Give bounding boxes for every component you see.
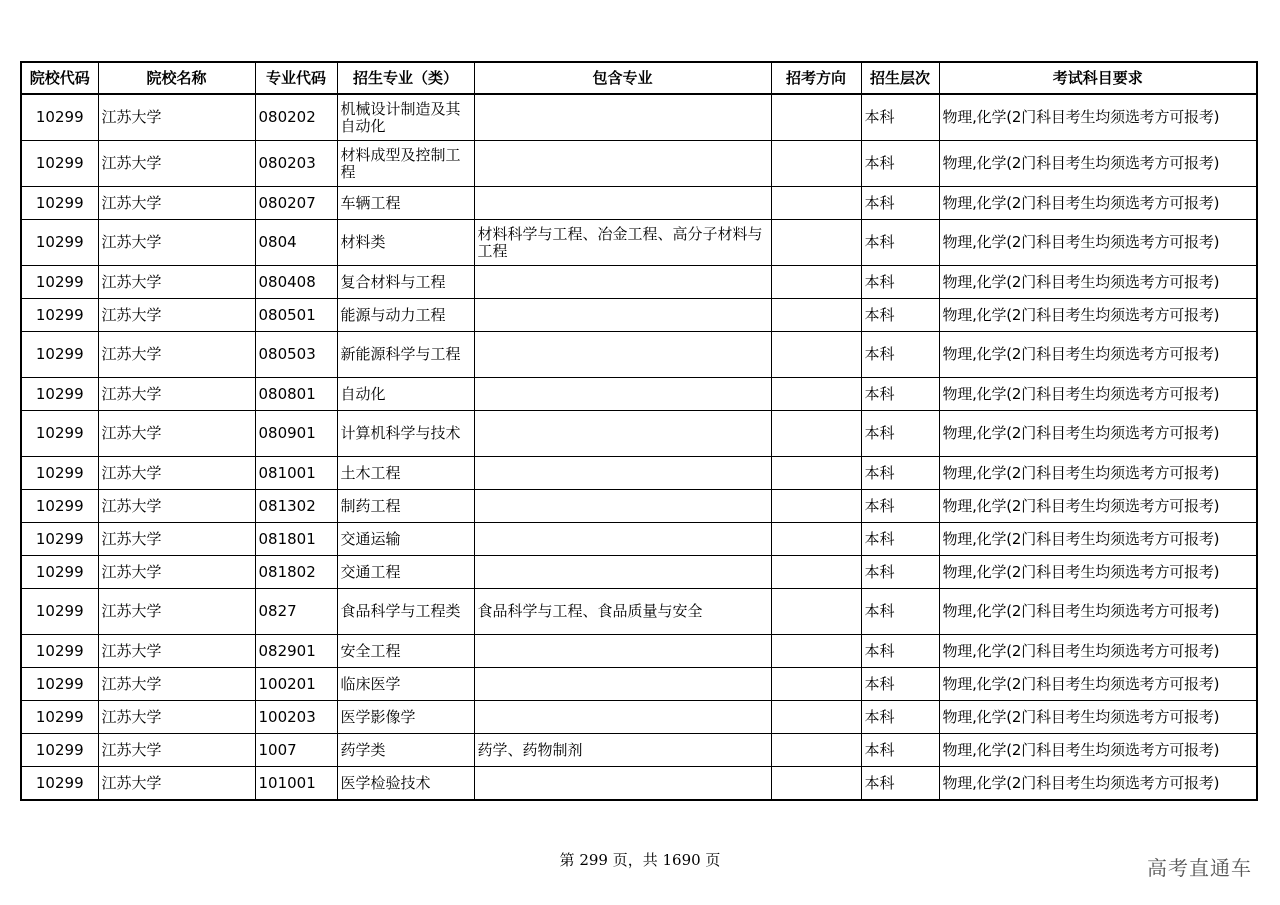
cell-school-code: 10299 bbox=[21, 635, 98, 668]
cell-major-code: 080503 bbox=[255, 332, 337, 378]
cell-school-name: 江苏大学 bbox=[98, 457, 255, 490]
cell-level: 本科 bbox=[861, 523, 939, 556]
cell-major: 临床医学 bbox=[337, 668, 474, 701]
cell-major-code: 080207 bbox=[255, 187, 337, 220]
table-row bbox=[21, 701, 1257, 734]
cell-subject-requirement: 物理,化学(2门科目考生均须选考方可报考) bbox=[939, 523, 1257, 556]
cell-direction bbox=[771, 187, 861, 220]
cell-school-code: 10299 bbox=[21, 94, 98, 141]
cell-major-code: 081802 bbox=[255, 556, 337, 589]
cell-included-majors: 药学、药物制剂 bbox=[474, 734, 771, 767]
cell-subject-requirement: 物理,化学(2门科目考生均须选考方可报考) bbox=[939, 332, 1257, 378]
cell-school-code: 10299 bbox=[21, 220, 98, 266]
cell-direction bbox=[771, 457, 861, 490]
cell-major: 安全工程 bbox=[337, 635, 474, 668]
cell-school-name: 江苏大学 bbox=[98, 767, 255, 801]
cell-level: 本科 bbox=[861, 378, 939, 411]
table-row bbox=[21, 141, 1257, 187]
cell-direction bbox=[771, 701, 861, 734]
cell-school-name: 江苏大学 bbox=[98, 701, 255, 734]
cell-school-code: 10299 bbox=[21, 141, 98, 187]
table-row bbox=[21, 266, 1257, 299]
cell-school-name: 江苏大学 bbox=[98, 220, 255, 266]
cell-school-code: 10299 bbox=[21, 457, 98, 490]
cell-included-majors bbox=[474, 378, 771, 411]
cell-major: 交通运输 bbox=[337, 523, 474, 556]
cell-level: 本科 bbox=[861, 556, 939, 589]
cell-subject-requirement: 物理,化学(2门科目考生均须选考方可报考) bbox=[939, 490, 1257, 523]
cell-school-code: 10299 bbox=[21, 411, 98, 457]
cell-subject-requirement: 物理,化学(2门科目考生均须选考方可报考) bbox=[939, 457, 1257, 490]
cell-included-majors bbox=[474, 266, 771, 299]
header-level: 招生层次 bbox=[861, 62, 939, 94]
table-row bbox=[21, 589, 1257, 635]
cell-direction bbox=[771, 378, 861, 411]
cell-level: 本科 bbox=[861, 589, 939, 635]
cell-level: 本科 bbox=[861, 668, 939, 701]
cell-included-majors bbox=[474, 332, 771, 378]
table-row bbox=[21, 187, 1257, 220]
table-row bbox=[21, 94, 1257, 141]
cell-major: 医学检验技术 bbox=[337, 767, 474, 801]
cell-school-name: 江苏大学 bbox=[98, 668, 255, 701]
cell-major: 新能源科学与工程 bbox=[337, 332, 474, 378]
watermark: 高考直通车 bbox=[1147, 856, 1252, 880]
cell-school-name: 江苏大学 bbox=[98, 523, 255, 556]
cell-school-code: 10299 bbox=[21, 299, 98, 332]
cell-included-majors bbox=[474, 668, 771, 701]
cell-level: 本科 bbox=[861, 187, 939, 220]
page-footer: 第 299 页，共 1690 页 bbox=[559, 851, 721, 869]
cell-major: 计算机科学与技术 bbox=[337, 411, 474, 457]
header-direction: 招考方向 bbox=[771, 62, 861, 94]
cell-subject-requirement: 物理,化学(2门科目考生均须选考方可报考) bbox=[939, 299, 1257, 332]
cell-subject-requirement: 物理,化学(2门科目考生均须选考方可报考) bbox=[939, 556, 1257, 589]
cell-subject-requirement: 物理,化学(2门科目考生均须选考方可报考) bbox=[939, 141, 1257, 187]
cell-direction bbox=[771, 589, 861, 635]
cell-school-name: 江苏大学 bbox=[98, 734, 255, 767]
header-subject-requirement: 考试科目要求 bbox=[939, 62, 1257, 94]
cell-school-name: 江苏大学 bbox=[98, 332, 255, 378]
cell-level: 本科 bbox=[861, 635, 939, 668]
cell-level: 本科 bbox=[861, 220, 939, 266]
cell-major: 复合材料与工程 bbox=[337, 266, 474, 299]
table-row bbox=[21, 332, 1257, 378]
cell-major: 材料成型及控制工程 bbox=[337, 141, 474, 187]
cell-school-code: 10299 bbox=[21, 556, 98, 589]
cell-direction bbox=[771, 266, 861, 299]
cell-included-majors bbox=[474, 556, 771, 589]
cell-major-code: 080202 bbox=[255, 94, 337, 141]
cell-subject-requirement: 物理,化学(2门科目考生均须选考方可报考) bbox=[939, 635, 1257, 668]
cell-level: 本科 bbox=[861, 299, 939, 332]
cell-school-code: 10299 bbox=[21, 187, 98, 220]
cell-level: 本科 bbox=[861, 701, 939, 734]
cell-major-code: 080501 bbox=[255, 299, 337, 332]
cell-level: 本科 bbox=[861, 266, 939, 299]
cell-school-code: 10299 bbox=[21, 378, 98, 411]
table-row bbox=[21, 457, 1257, 490]
cell-included-majors bbox=[474, 635, 771, 668]
cell-major: 药学类 bbox=[337, 734, 474, 767]
cell-direction bbox=[771, 94, 861, 141]
cell-school-code: 10299 bbox=[21, 734, 98, 767]
cell-direction bbox=[771, 299, 861, 332]
cell-subject-requirement: 物理,化学(2门科目考生均须选考方可报考) bbox=[939, 266, 1257, 299]
cell-school-code: 10299 bbox=[21, 266, 98, 299]
cell-direction bbox=[771, 767, 861, 801]
cell-school-name: 江苏大学 bbox=[98, 266, 255, 299]
cell-major: 自动化 bbox=[337, 378, 474, 411]
table-row bbox=[21, 490, 1257, 523]
table-row bbox=[21, 734, 1257, 767]
cell-major-code: 080203 bbox=[255, 141, 337, 187]
cell-school-code: 10299 bbox=[21, 701, 98, 734]
cell-major-code: 1007 bbox=[255, 734, 337, 767]
cell-included-majors bbox=[474, 490, 771, 523]
cell-major-code: 0827 bbox=[255, 589, 337, 635]
cell-major: 交通工程 bbox=[337, 556, 474, 589]
cell-school-name: 江苏大学 bbox=[98, 141, 255, 187]
cell-school-code: 10299 bbox=[21, 767, 98, 801]
cell-major: 食品科学与工程类 bbox=[337, 589, 474, 635]
header-school-name: 院校名称 bbox=[98, 62, 255, 94]
cell-school-name: 江苏大学 bbox=[98, 378, 255, 411]
cell-direction bbox=[771, 668, 861, 701]
cell-school-code: 10299 bbox=[21, 668, 98, 701]
table-row bbox=[21, 220, 1257, 266]
cell-major-code: 101001 bbox=[255, 767, 337, 801]
cell-major-code: 080801 bbox=[255, 378, 337, 411]
header-included-majors: 包含专业 bbox=[474, 62, 771, 94]
table-row bbox=[21, 411, 1257, 457]
cell-major-code: 081001 bbox=[255, 457, 337, 490]
cell-school-code: 10299 bbox=[21, 523, 98, 556]
cell-level: 本科 bbox=[861, 141, 939, 187]
cell-subject-requirement: 物理,化学(2门科目考生均须选考方可报考) bbox=[939, 220, 1257, 266]
cell-included-majors: 材料科学与工程、冶金工程、高分子材料与工程 bbox=[474, 220, 771, 266]
cell-major: 能源与动力工程 bbox=[337, 299, 474, 332]
cell-major-code: 100203 bbox=[255, 701, 337, 734]
cell-school-code: 10299 bbox=[21, 332, 98, 378]
cell-direction bbox=[771, 635, 861, 668]
cell-school-name: 江苏大学 bbox=[98, 411, 255, 457]
cell-major-code: 082901 bbox=[255, 635, 337, 668]
cell-included-majors bbox=[474, 701, 771, 734]
cell-subject-requirement: 物理,化学(2门科目考生均须选考方可报考) bbox=[939, 94, 1257, 141]
header-school-code: 院校代码 bbox=[21, 62, 98, 94]
cell-subject-requirement: 物理,化学(2门科目考生均须选考方可报考) bbox=[939, 668, 1257, 701]
cell-included-majors bbox=[474, 141, 771, 187]
cell-direction bbox=[771, 220, 861, 266]
cell-school-name: 江苏大学 bbox=[98, 187, 255, 220]
table-row bbox=[21, 523, 1257, 556]
cell-level: 本科 bbox=[861, 767, 939, 801]
cell-included-majors bbox=[474, 187, 771, 220]
cell-major-code: 080901 bbox=[255, 411, 337, 457]
cell-level: 本科 bbox=[861, 490, 939, 523]
cell-direction bbox=[771, 332, 861, 378]
cell-school-name: 江苏大学 bbox=[98, 299, 255, 332]
header-major: 招生专业（类） bbox=[337, 62, 474, 94]
cell-level: 本科 bbox=[861, 332, 939, 378]
cell-major-code: 080408 bbox=[255, 266, 337, 299]
cell-direction bbox=[771, 490, 861, 523]
cell-school-name: 江苏大学 bbox=[98, 94, 255, 141]
cell-school-name: 江苏大学 bbox=[98, 556, 255, 589]
cell-direction bbox=[771, 734, 861, 767]
table-row bbox=[21, 668, 1257, 701]
cell-major-code: 0804 bbox=[255, 220, 337, 266]
header-row bbox=[21, 62, 1257, 94]
cell-subject-requirement: 物理,化学(2门科目考生均须选考方可报考) bbox=[939, 734, 1257, 767]
cell-school-code: 10299 bbox=[21, 490, 98, 523]
table-row bbox=[21, 299, 1257, 332]
cell-major: 制药工程 bbox=[337, 490, 474, 523]
cell-direction bbox=[771, 556, 861, 589]
cell-direction bbox=[771, 411, 861, 457]
cell-included-majors bbox=[474, 299, 771, 332]
cell-school-name: 江苏大学 bbox=[98, 589, 255, 635]
cell-subject-requirement: 物理,化学(2门科目考生均须选考方可报考) bbox=[939, 589, 1257, 635]
cell-direction bbox=[771, 523, 861, 556]
cell-level: 本科 bbox=[861, 94, 939, 141]
cell-included-majors: 食品科学与工程、食品质量与安全 bbox=[474, 589, 771, 635]
cell-school-name: 江苏大学 bbox=[98, 490, 255, 523]
table-row bbox=[21, 378, 1257, 411]
cell-major: 土木工程 bbox=[337, 457, 474, 490]
cell-major-code: 081801 bbox=[255, 523, 337, 556]
table-row bbox=[21, 556, 1257, 589]
cell-subject-requirement: 物理,化学(2门科目考生均须选考方可报考) bbox=[939, 187, 1257, 220]
table-row bbox=[21, 767, 1257, 801]
cell-included-majors bbox=[474, 94, 771, 141]
cell-level: 本科 bbox=[861, 411, 939, 457]
cell-major: 车辆工程 bbox=[337, 187, 474, 220]
cell-subject-requirement: 物理,化学(2门科目考生均须选考方可报考) bbox=[939, 378, 1257, 411]
admission-table bbox=[20, 61, 1258, 801]
cell-direction bbox=[771, 141, 861, 187]
cell-school-code: 10299 bbox=[21, 589, 98, 635]
cell-school-name: 江苏大学 bbox=[98, 635, 255, 668]
cell-major: 机械设计制造及其自动化 bbox=[337, 94, 474, 141]
cell-level: 本科 bbox=[861, 734, 939, 767]
cell-subject-requirement: 物理,化学(2门科目考生均须选考方可报考) bbox=[939, 411, 1257, 457]
cell-included-majors bbox=[474, 411, 771, 457]
cell-major: 医学影像学 bbox=[337, 701, 474, 734]
cell-included-majors bbox=[474, 767, 771, 801]
table-row bbox=[21, 635, 1257, 668]
cell-included-majors bbox=[474, 457, 771, 490]
cell-level: 本科 bbox=[861, 457, 939, 490]
header-major-code: 专业代码 bbox=[255, 62, 337, 94]
cell-major-code: 100201 bbox=[255, 668, 337, 701]
cell-major-code: 081302 bbox=[255, 490, 337, 523]
cell-subject-requirement: 物理,化学(2门科目考生均须选考方可报考) bbox=[939, 701, 1257, 734]
cell-subject-requirement: 物理,化学(2门科目考生均须选考方可报考) bbox=[939, 767, 1257, 801]
cell-included-majors bbox=[474, 523, 771, 556]
cell-major: 材料类 bbox=[337, 220, 474, 266]
